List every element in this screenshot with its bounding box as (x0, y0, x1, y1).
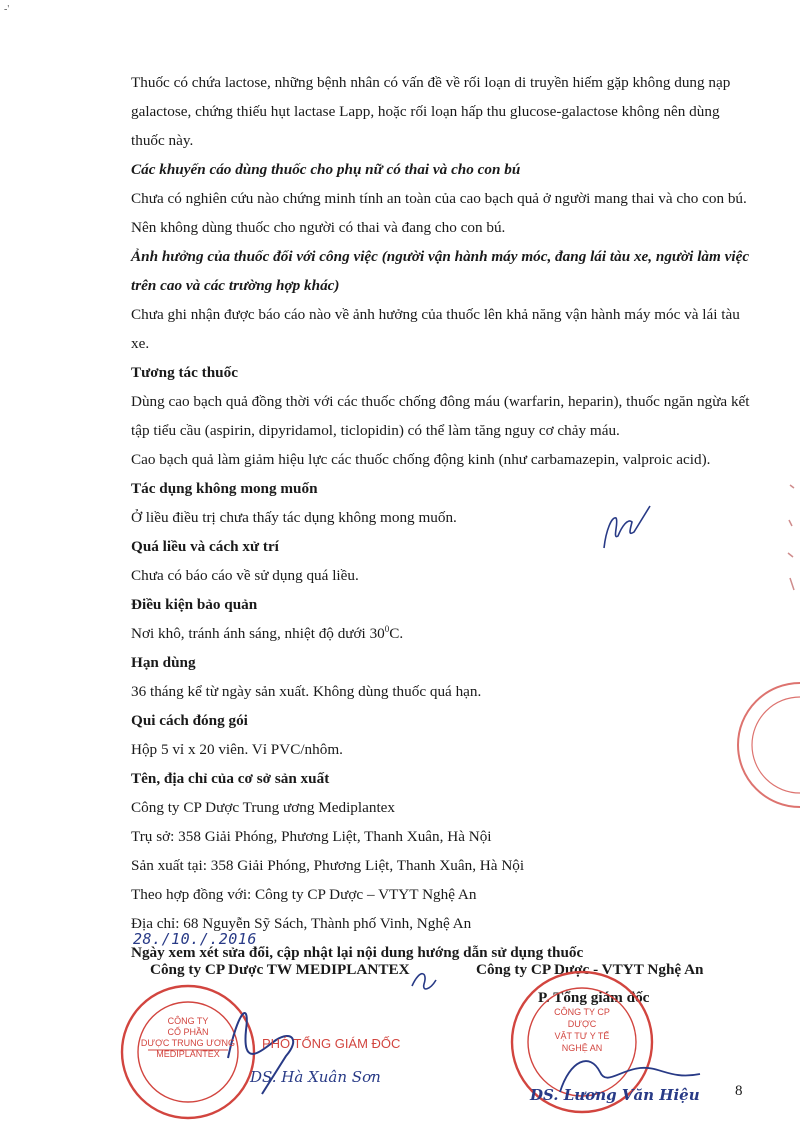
right-signatory-subtitle: P. Tổng giám đốc (538, 989, 650, 1006)
interactions-paragraph-2: Cao bạch quả làm giảm hiệu lực các thuốc chống động kinh (như carbamazepin, valproic acid). (131, 451, 711, 468)
manufacturer-name: Công ty CP Dược Trung ương Mediplantex (131, 799, 396, 816)
manufacturer-headquarters: Trụ sở: 358 Giải Phóng, Phương Liệt, Thanh Xuân, Hà Nội (131, 828, 492, 845)
right-signer-name: DS. Lương Văn Hiệu (530, 1086, 700, 1104)
packaging-heading: Qui cách đóng gói (131, 712, 248, 729)
shelf-life-heading: Hạn dùng (131, 654, 196, 671)
side-effects-paragraph: Ở liều điều trị chưa thấy tác dụng không mong muốn. (131, 509, 457, 526)
scan-corner-mark: -' (4, 4, 10, 15)
contract-party: Theo hợp đồng với: Công ty CP Dược – VTYT Nghệ An (131, 886, 477, 903)
packaging-paragraph: Hộp 5 vỉ x 20 viên. Vỉ PVC/nhôm. (131, 741, 343, 758)
overdose-heading: Quá liều và cách xử trí (131, 538, 279, 555)
storage-unit: C. (389, 625, 404, 642)
storage-text: Nơi khô, tránh ánh sáng, nhiệt độ dưới 30 (131, 625, 385, 642)
storage-degree-sup: 0 (384, 623, 390, 634)
interactions-paragraph-1: Dùng cao bạch quả đồng thời với các thuốc chống đông máu (warfarin, heparin), thuốc ngăn ngừa kết tập tiểu cầu (aspirin, dipyridamol, ticlopidin) có thể làm tăng nguy cơ chảy máu. (131, 393, 750, 439)
storage-heading: Điều kiện bảo quản (131, 596, 258, 613)
left-overprint-text: PHÓ TỔNG GIÁM ĐỐC (262, 1036, 401, 1051)
machinery-paragraph: Chưa ghi nhận được báo cáo nào về ảnh hưởng của thuốc lên khả năng vận hành máy móc và lái tàu xe. (131, 306, 740, 352)
initials-scribble (604, 506, 650, 548)
page-number: 8 (735, 1083, 743, 1099)
handwritten-review-date: 28./10./.2016 (133, 930, 257, 948)
review-date-heading: Ngày xem xét sửa đổi, cập nhật lại nội dung hướng dẫn sử dụng thuốc (131, 944, 584, 961)
overdose-paragraph: Chưa có báo cáo về sử dụng quá liều. (131, 567, 359, 584)
pregnancy-paragraph: Chưa có nghiên cứu nào chứng minh tính an toàn của cao bạch quả ở người mang thai và cho con bú. Nên không dùng thuốc cho người có thai và đang cho con bú. (131, 190, 747, 236)
right-stamp-center-text: CÔNG TY CP DƯỢC VẬT TƯ Y TẾ NGHỆ AN (554, 1007, 610, 1053)
shelf-life-paragraph: 36 tháng kể từ ngày sản xuất. Không dùng thuốc quá hạn. (131, 683, 482, 700)
manufacturer-heading: Tên, địa chỉ của cơ sở sản xuất (131, 770, 330, 787)
pregnancy-heading: Các khuyến cáo dùng thuốc cho phụ nữ có thai và cho con bú (131, 161, 521, 178)
contract-address: Địa chỉ: 68 Nguyễn Sỹ Sách, Thành phố Vinh, Nghệ An (131, 915, 472, 932)
interactions-heading: Tương tác thuốc (131, 364, 238, 381)
edge-marks (788, 485, 794, 590)
left-signer-name: DS. Hà Xuân Sơn (250, 1068, 381, 1086)
machinery-heading: Ảnh hưởng của thuốc đối với công việc (người vận hành máy móc, đang lái tàu xe, người làm việc trên cao và các trường hợp khác) (131, 248, 750, 294)
left-stamp-center-text: CÔNG TY CỔ PHẦN DƯỢC TRUNG ƯƠNG MEDIPLANTEX (140, 1016, 236, 1059)
left-title-flourish (412, 974, 436, 989)
right-signatory-title: Công ty CP Dược - VTYT Nghệ An (476, 961, 704, 978)
manufacturer-production-site: Sản xuất tại: 358 Giải Phóng, Phương Liệt, Thanh Xuân, Hà Nội (131, 857, 525, 874)
left-signatory-title: Công ty CP Dược TW MEDIPLANTEX (150, 961, 410, 978)
lactose-warning-paragraph: Thuốc có chứa lactose, những bệnh nhân có vấn đề về rối loạn di truyền hiếm gặp không dung nạp galactose, chứng thiếu hụt lactase Lapp, hoặc rối loạn hấp thu glucose-galactose không nên dùng thuốc này. (131, 74, 731, 149)
edge-stamp-partial (738, 683, 800, 807)
side-effects-heading: Tác dụng không mong muốn (131, 480, 318, 497)
